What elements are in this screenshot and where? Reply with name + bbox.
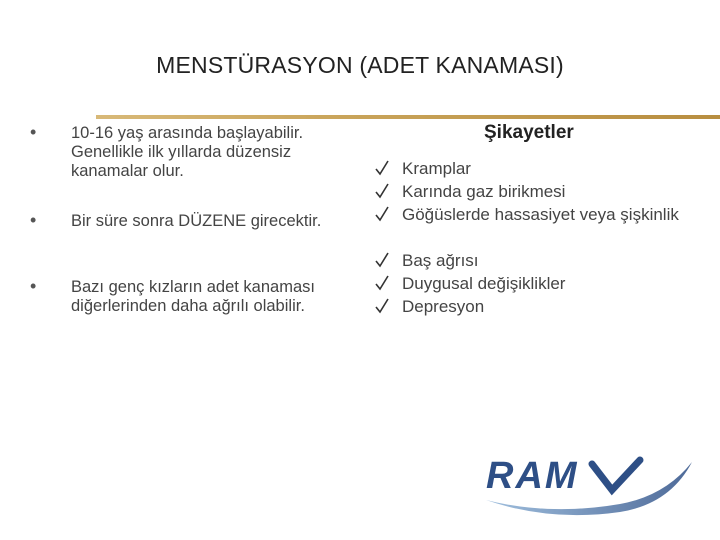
bullet-item bbox=[30, 212, 321, 231]
list-item bbox=[372, 272, 712, 295]
complaint-text: Duygusal değişiklikler bbox=[402, 274, 566, 293]
complaint-text: Karında gaz birikmesi bbox=[402, 182, 566, 201]
complaint-text: Baş ağrısı bbox=[402, 251, 479, 270]
slide-title: MENSTÜRASYON (ADET KANAMASI) bbox=[156, 52, 564, 78]
checkmark-icon bbox=[374, 251, 390, 269]
checkmark-icon bbox=[374, 297, 390, 315]
complaint-text: Depresyon bbox=[402, 297, 485, 316]
bullet-item bbox=[30, 124, 350, 181]
complaints-list bbox=[372, 157, 712, 318]
title-divider bbox=[96, 115, 720, 119]
list-item bbox=[372, 157, 712, 180]
bullet-marker: • bbox=[30, 276, 37, 296]
bullet-text: Bir süre sonra DÜZENE girecektir. bbox=[71, 212, 322, 230]
ram-logo bbox=[480, 452, 695, 522]
svg-text:RAM: RAM bbox=[486, 455, 579, 497]
list-item bbox=[372, 295, 712, 318]
complaints-heading: Şikayetler bbox=[484, 122, 574, 143]
list-item bbox=[372, 249, 712, 272]
checkmark-icon bbox=[374, 182, 390, 200]
list-item bbox=[372, 203, 712, 249]
complaint-text: Kramplar bbox=[402, 159, 471, 178]
bullet-text: 10-16 yaş arasında başlayabilir. Genellikle ilk yıllarda düzensiz kanamalar olur. bbox=[71, 124, 304, 180]
bullet-marker: • bbox=[30, 122, 37, 142]
complaint-text: Göğüslerde hassasiyet veya şişkinlik bbox=[402, 205, 679, 224]
list-item bbox=[372, 180, 712, 203]
logo-subtitle: ALANYA REHBERLİK VE ARAŞTIRMA MERKEZİ bbox=[488, 495, 606, 501]
checkmark-icon bbox=[374, 205, 390, 223]
bullet-text: Bazı genç kızların adet kanaması diğerlerinden daha ağrılı olabilir. bbox=[71, 278, 315, 315]
bullet-item bbox=[30, 278, 350, 316]
checkmark-icon bbox=[374, 274, 390, 292]
checkmark-icon bbox=[374, 159, 390, 177]
bullet-marker: • bbox=[30, 210, 37, 230]
